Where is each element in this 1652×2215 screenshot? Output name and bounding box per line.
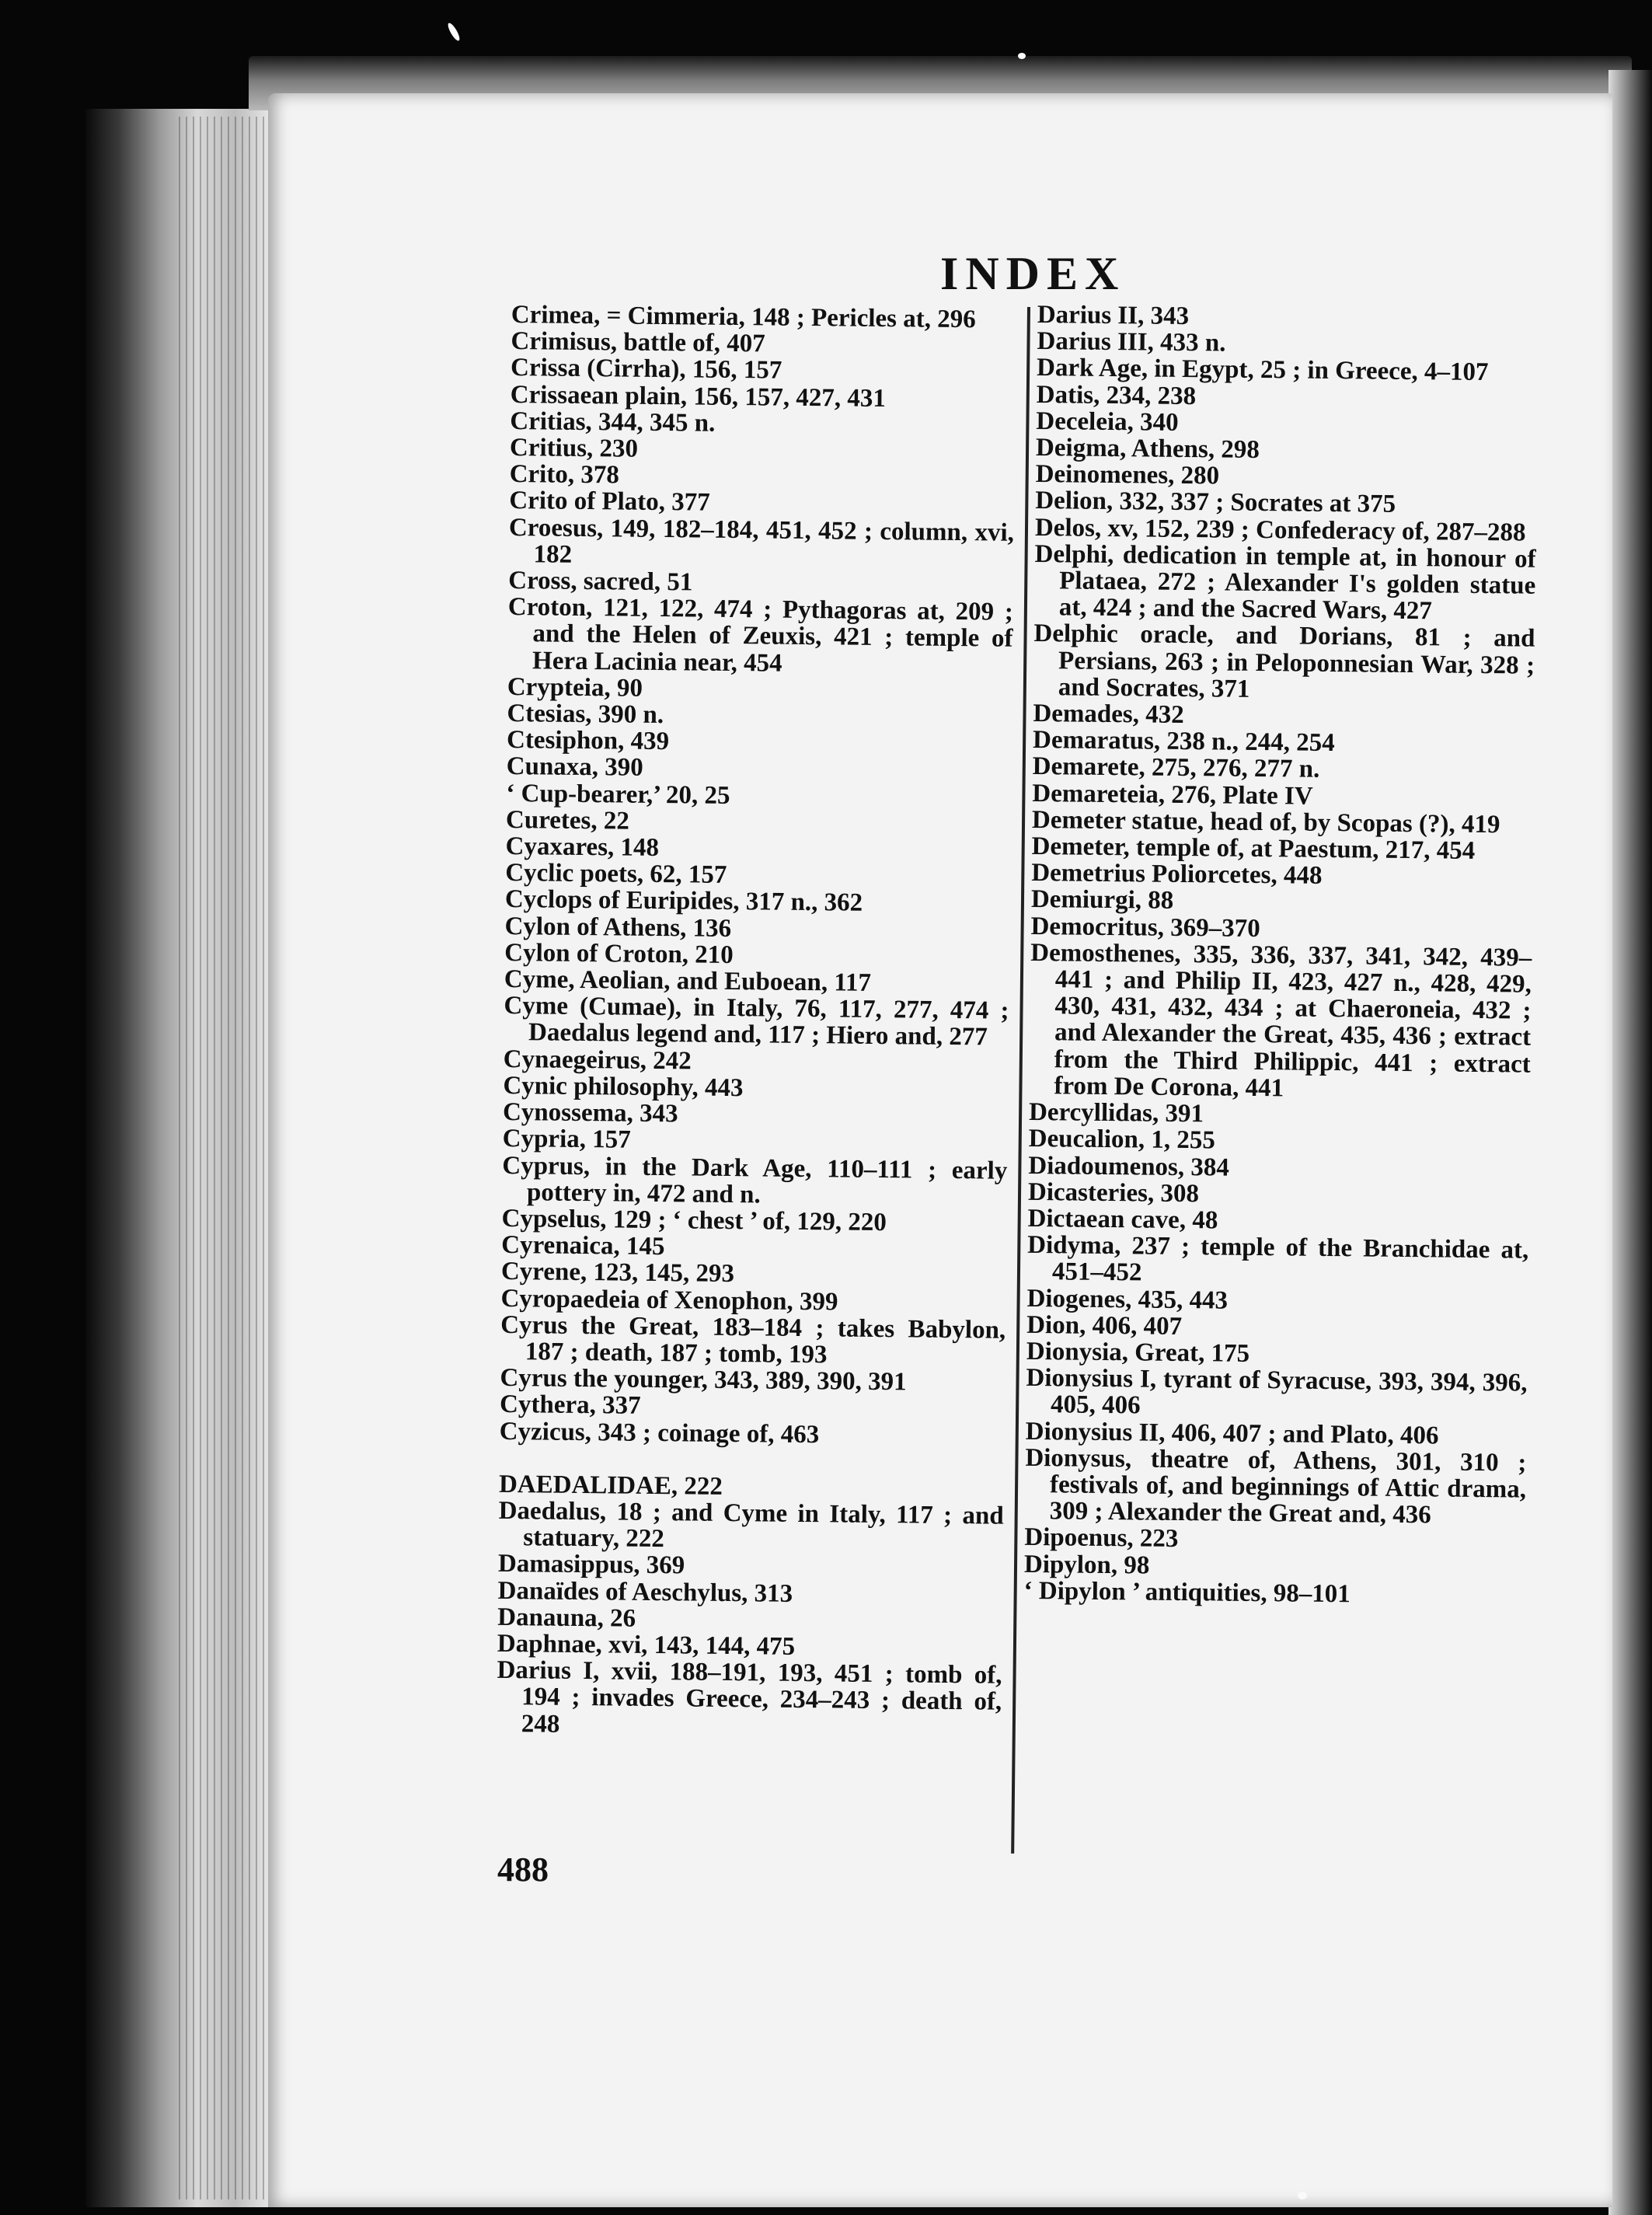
index-entry: Demareteia, 276, Plate IV xyxy=(1032,779,1313,811)
index-entry: Cunaxa, 390 xyxy=(506,752,643,783)
index-entry: Demarete, 275, 276, 277 n. xyxy=(1032,752,1320,784)
index-entry: Crimisus, battle of, 407 xyxy=(511,327,765,358)
index-entry: Demaratus, 238 n., 244, 254 xyxy=(1032,726,1335,758)
index-entry: Cynaegeirus, 242 xyxy=(503,1045,692,1076)
index-entry: Cynossema, 343 xyxy=(502,1098,678,1128)
index-entry: Cyropaedeia of Xenophon, 399 xyxy=(500,1284,838,1316)
index-entry: Cynic philosophy, 443 xyxy=(503,1071,744,1103)
index-entry: Cyme (Cumae), in Italy, 76, 117, 277, 474 ; Daedalus legend and, 117 ; Hiero and, 277 xyxy=(504,992,1009,1052)
index-entry: Delos, xv, 152, 239 ; Confederacy of, 287–288 xyxy=(1034,513,1526,547)
index-entry: Cyaxares, 148 xyxy=(505,832,660,863)
index-column-left xyxy=(497,302,1016,1742)
index-entry: Datis, 234, 238 xyxy=(1036,380,1197,410)
index-entry: Delion, 332, 337 ; Socrates at 375 xyxy=(1035,487,1396,519)
index-entry: Daphnae, xvi, 143, 144, 475 xyxy=(497,1629,796,1661)
index-entry: Crissaean plain, 156, 157, 427, 431 xyxy=(510,380,887,413)
index-entry: Cyzicus, 343 ; coinage of, 463 xyxy=(499,1417,820,1449)
index-entry: Demeter statue, head of, by Scopas (?), 419 xyxy=(1031,805,1500,839)
index-entry: Delphi, dedication in temple at, in honour of Plataea, 272 ; Alexander I's golden statue at, 424 ; and the Sacred Wars, 427 xyxy=(1034,539,1536,626)
index-entry: Didyma, 237 ; temple of the Branchidae at, 451–452 xyxy=(1027,1231,1529,1287)
index-entry: Demetrius Poliorcetes, 448 xyxy=(1031,859,1323,891)
index-entry: Crypteia, 90 xyxy=(507,672,643,703)
index-entry: ‘ Cup-bearer,’ 20, 25 xyxy=(506,779,730,810)
index-entry: Cythera, 337 xyxy=(499,1390,641,1421)
index-entry: Dionysius I, tyrant of Syracuse, 393, 394, 396, 405, 406 xyxy=(1026,1364,1528,1420)
index-entry: Demosthenes, 335, 336, 337, 341, 342, 439–441 ; and Philip II, 423, 427 n., 428, 429, 430, 431, 432, 434 ; at Chaeroneia, 432 ; and Alexander the Great, 435, 436 ; extract from the Third Philippic, 441 ; extract from De Corona, 441 xyxy=(1030,938,1532,1103)
index-entry: Dicasteries, 308 xyxy=(1027,1177,1200,1208)
index-column-right xyxy=(1023,302,1539,1610)
index-entry: Danauna, 26 xyxy=(497,1603,636,1633)
index-entry: Demades, 432 xyxy=(1033,699,1184,730)
index-entry: Cyclic poets, 62, 157 xyxy=(505,859,727,890)
index-entry: Curetes, 22 xyxy=(505,805,630,835)
index-entry: Cyrene, 123, 145, 293 xyxy=(500,1257,735,1289)
index-entry: Danaïdes of Aeschylus, 313 xyxy=(497,1576,793,1608)
index-entry: Cypselus, 129 ; ‘ chest ’ of, 129, 220 xyxy=(501,1204,887,1237)
page-edges xyxy=(179,117,272,2199)
index-entry: Ctesias, 390 n. xyxy=(507,699,664,730)
index-entry: Deucalion, 1, 255 xyxy=(1028,1125,1216,1155)
index-entry: Dercyllidas, 391 xyxy=(1028,1098,1204,1128)
index-entry: ‘ Dipylon ’ antiquities, 98–101 xyxy=(1023,1576,1351,1609)
index-entry: Cylon of Croton, 210 xyxy=(504,938,734,969)
index-entry: Critius, 230 xyxy=(509,434,639,463)
index-entry: Cyme, Aeolian, and Euboean, 117 xyxy=(504,965,872,997)
index-entry: Damasippus, 369 xyxy=(497,1550,685,1580)
index-entry: Crito of Plato, 377 xyxy=(509,487,710,518)
index-entry: Cyclops of Euripides, 317 n., 362 xyxy=(504,885,863,918)
index-entry: Dipoenus, 223 xyxy=(1024,1523,1179,1554)
dust-speck xyxy=(446,22,462,43)
index-entry: DAEDALIDAE, 222 xyxy=(498,1470,723,1501)
index-entry: Dictaean cave, 48 xyxy=(1027,1204,1218,1235)
index-entry: Ctesiphon, 439 xyxy=(506,726,670,756)
index-entry: Diogenes, 435, 443 xyxy=(1026,1284,1229,1315)
index-entry: Dionysus, theatre of, Athens, 301, 310 ; festivals of, and beginnings of Attic drama, 309 ; Alexander the Great and, 436 xyxy=(1025,1443,1527,1530)
index-entry: Deinomenes, 280 xyxy=(1035,460,1220,490)
index-entry: Dark Age, in Egypt, 25 ; in Greece, 4–107 xyxy=(1036,354,1489,387)
index-entry: Democritus, 369–370 xyxy=(1030,912,1260,943)
index-entry: Cross, sacred, 51 xyxy=(508,567,693,597)
index-entry: Diadoumenos, 384 xyxy=(1028,1151,1230,1182)
index-entry: Crissa (Cirrha), 156, 157 xyxy=(510,354,782,385)
index-entry: Cyrus the younger, 343, 389, 390, 391 xyxy=(500,1364,907,1397)
index-entry: Crito, 378 xyxy=(509,460,619,490)
index-entry: Demiurgi, 88 xyxy=(1030,885,1174,916)
index-entry: Daedalus, 18 ; and Cyme in Italy, 117 ; and statuary, 222 xyxy=(498,1496,1004,1554)
dust-speck xyxy=(1298,2192,1307,2199)
book-right-edge xyxy=(1608,70,1652,2215)
index-entry: Dion, 406, 407 xyxy=(1026,1310,1183,1341)
index-entry: Dionysius II, 406, 407 ; and Plato, 406 xyxy=(1025,1417,1439,1450)
index-entry: Cyrus the Great, 183–184 ; takes Babylon, 187 ; death, 187 ; tomb, 193 xyxy=(500,1310,1006,1369)
index-entry: Darius I, xvii, 188–191, 193, 451 ; tomb of, 194 ; invades Greece, 234–243 ; death of, 248 xyxy=(497,1656,1002,1739)
index-entry: Dionysia, Great, 175 xyxy=(1026,1337,1250,1368)
index-entry: Croesus, 149, 182–184, 451, 452 ; column, xvi, 182 xyxy=(508,513,1015,569)
index-entry: Croton, 121, 122, 474 ; Pythagoras at, 209 ; and the Helen of Zeuxis, 421 ; temple of Hera Lacinia near, 454 xyxy=(507,593,1014,678)
index-entry: Cyrenaica, 145 xyxy=(501,1231,665,1261)
index-entry: Critias, 344, 345 n. xyxy=(510,406,716,438)
index-entry: Delphic oracle, and Dorians, 81 ; and Persians, 263 ; in Peloponnesian War, 328 ; and Socrates, 371 xyxy=(1033,619,1535,703)
index-entry: Darius II, 343 xyxy=(1037,301,1190,331)
index-entry: Darius III, 433 n. xyxy=(1037,327,1226,358)
index-entry: Cylon of Athens, 136 xyxy=(504,912,732,943)
index-entry: Crimea, = Cimmeria, 148 ; Pericles at, 296 xyxy=(511,301,976,334)
index-entry: Deigma, Athens, 298 xyxy=(1035,434,1260,465)
page-title: INDEX xyxy=(940,248,1126,299)
dust-speck xyxy=(1018,53,1026,59)
index-entry: Deceleia, 340 xyxy=(1036,406,1179,437)
index-entry: Cyprus, in the Dark Age, 110–111 ; early pottery in, 472 and n. xyxy=(502,1151,1008,1209)
page-number: 488 xyxy=(497,1850,549,1889)
index-entry: Cypria, 157 xyxy=(502,1125,631,1154)
index-entry: Demeter, temple of, at Paestum, 217, 454 xyxy=(1031,832,1476,865)
index-entry: Dipylon, 98 xyxy=(1023,1550,1150,1580)
